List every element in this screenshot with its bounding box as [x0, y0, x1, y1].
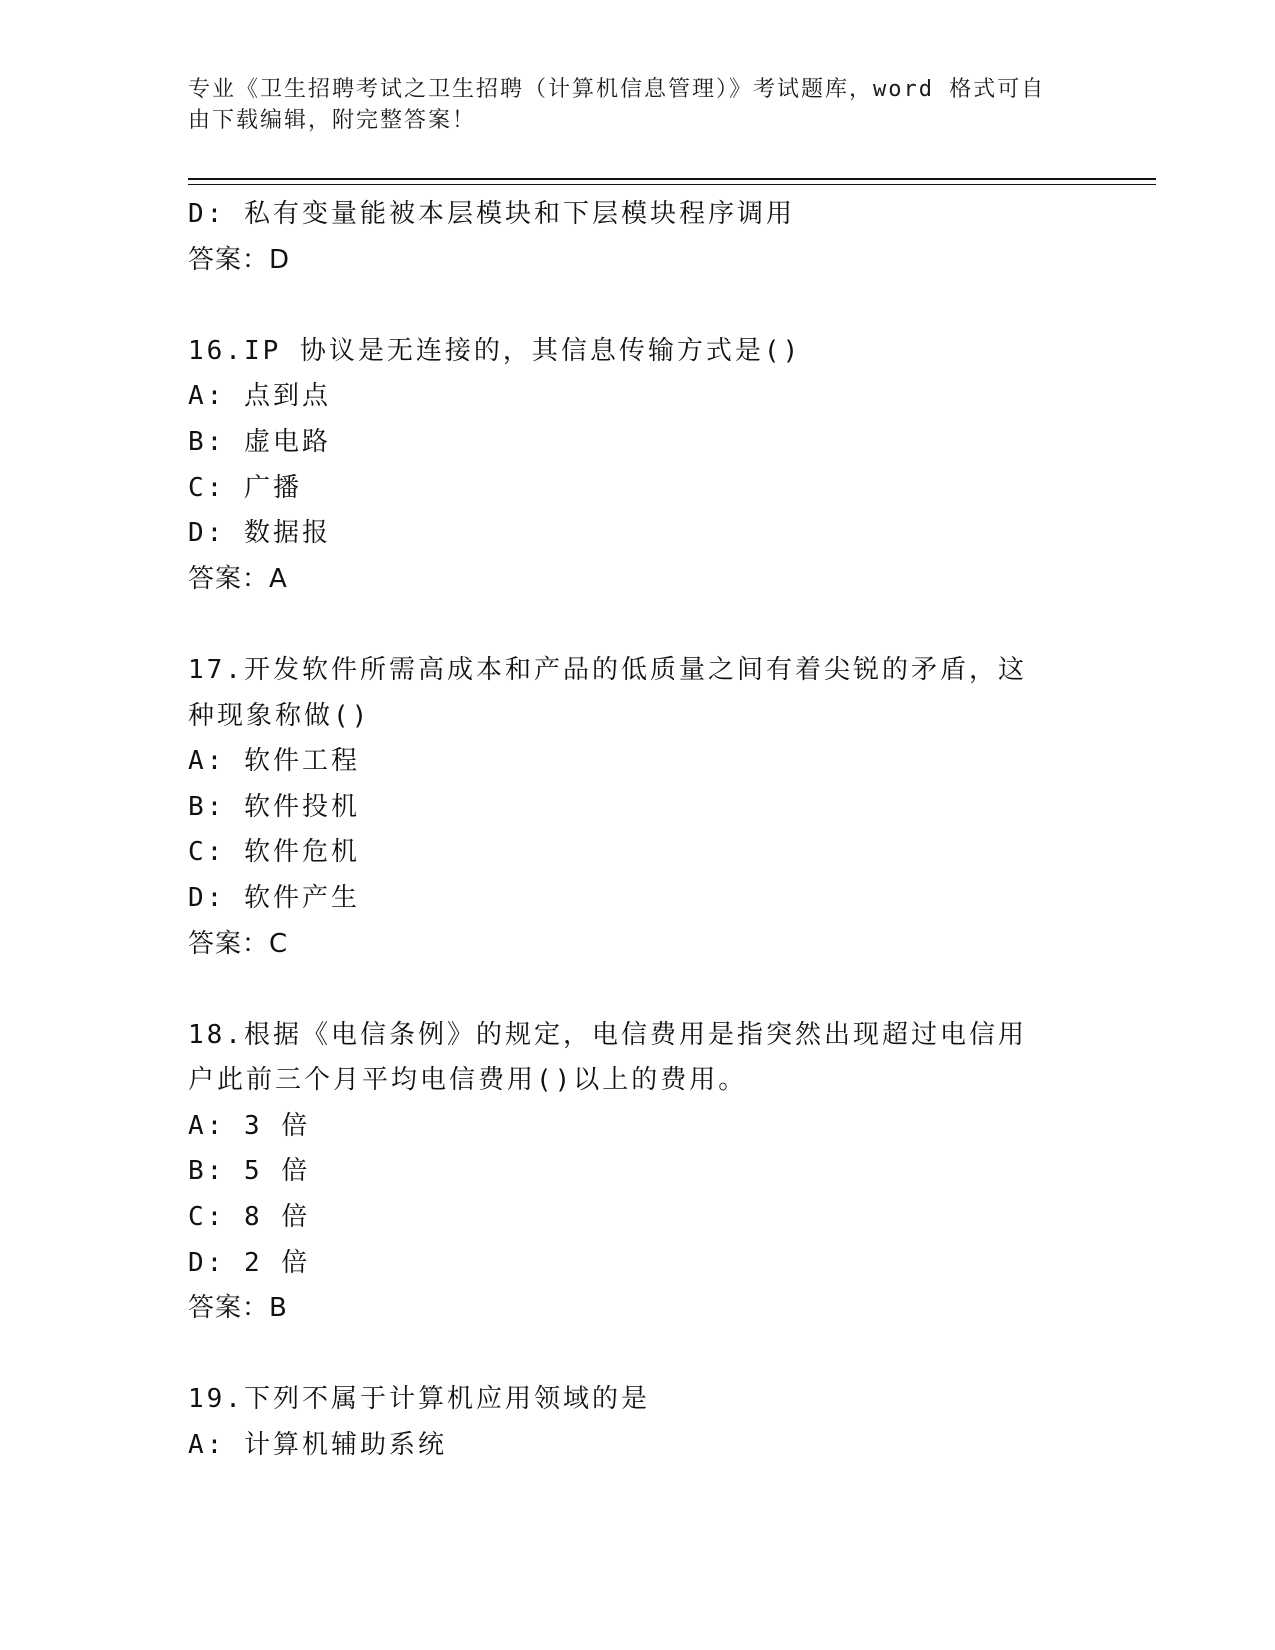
option-d: D: 数据报 — [188, 518, 331, 549]
option-a: A: 点到点 — [188, 381, 331, 412]
answer-line: 答案：C — [188, 928, 289, 959]
option-a: A: 3 倍 — [188, 1110, 311, 1141]
question-stem: 17.开发软件所需高成本和产品的低质量之间有着尖锐的矛盾，这种现象称做() — [188, 654, 1027, 731]
question-list — [188, 192, 1088, 1469]
document-header: 专业《卫生招聘考试之卫生招聘（计算机信息管理）》考试题库，word 格式可自由下载编辑，附完整答案！ — [188, 77, 1046, 133]
answer-line: 答案：B — [188, 1293, 288, 1324]
answer-line: 答案：A — [188, 563, 288, 594]
question-stem: 19.下列不属于计算机应用领域的是 — [188, 1384, 650, 1415]
option-c: C: 软件危机 — [188, 837, 360, 868]
option-b: B: 5 倍 — [188, 1156, 311, 1187]
option-d: D: 2 倍 — [188, 1247, 311, 1278]
option-b: B: 软件投机 — [188, 791, 360, 822]
header-rule-thin — [188, 184, 1156, 185]
option-d: D: 私有变量能被本层模块和下层模块程序调用 — [188, 199, 795, 229]
option-b: B: 虚电路 — [188, 426, 331, 457]
option-d: D: 软件产生 — [188, 882, 360, 913]
header-rule-thick — [188, 178, 1156, 180]
answer-line: 答案：D — [188, 244, 291, 275]
option-c: C: 广播 — [188, 472, 302, 503]
option-c: C: 8 倍 — [188, 1202, 311, 1233]
question-stem: 16.IP 协议是无连接的，其信息传输方式是() — [188, 335, 802, 366]
question-stem: 18.根据《电信条例》的规定，电信费用是指突然出现超过电信用户此前三个月平均电信费用()以上的费用。 — [188, 1019, 1027, 1096]
option-a: A: 软件工程 — [188, 746, 360, 777]
option-a: A: 计算机辅助系统 — [188, 1430, 447, 1461]
